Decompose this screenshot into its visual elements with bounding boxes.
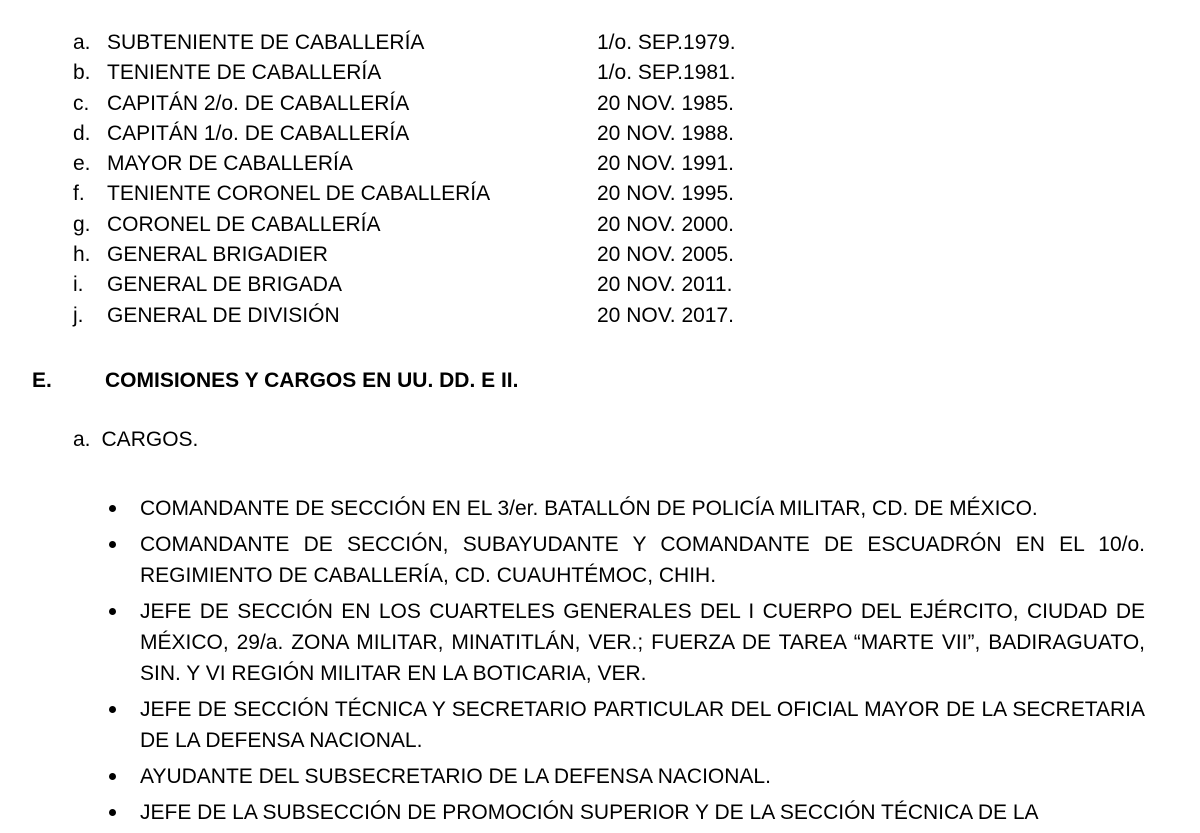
rank-date: 1/o. SEP.1981. — [597, 61, 736, 85]
bullet-icon — [109, 541, 116, 548]
list-item — [105, 761, 1145, 792]
rank-name: GENERAL BRIGADIER — [107, 243, 328, 267]
rank-row — [73, 301, 773, 331]
rank-date: 1/o. SEP.1979. — [597, 31, 736, 54]
rank-date: 20 NOV. 2017. — [597, 303, 734, 327]
rank-row — [73, 149, 773, 179]
rank-letter: j. — [73, 303, 84, 327]
list-item — [105, 694, 1145, 756]
rank-letter: c. — [73, 91, 90, 115]
rank-name: TENIENTE CORONEL DE CABALLERÍA — [107, 182, 491, 206]
bullet-icon — [109, 608, 116, 615]
bullet-icon — [109, 706, 116, 713]
rank-letter: i. — [73, 273, 84, 297]
rank-date: 20 NOV. 1991. — [597, 152, 734, 176]
list-item — [105, 493, 1145, 524]
rank-row — [73, 119, 773, 149]
rank-row — [73, 210, 773, 240]
bullet-icon — [109, 809, 116, 816]
subsection-title: CARGOS. — [101, 428, 199, 451]
list-item — [105, 529, 1145, 591]
rank-date: 20 NOV. 1995. — [597, 182, 734, 206]
subsection-heading — [73, 426, 198, 454]
rank-row — [73, 270, 773, 300]
rank-letter: h. — [73, 243, 91, 267]
rank-date: 20 NOV. 1985. — [597, 91, 734, 115]
rank-date: 20 NOV. 2011. — [597, 273, 733, 297]
subsection-letter: a. — [73, 428, 91, 451]
rank-name: GENERAL DE BRIGADA — [107, 273, 342, 297]
cargo-text: JEFE DE SECCIÓN EN LOS CUARTELES GENERALES DEL I CUERPO DEL EJÉRCITO, CIUDAD DE MÉXICO, 29/a. ZONA MILITAR, MINATITLÁN, VER.; FUERZA DE TAREA “MARTE VII”, BADIRAGUATO, SIN. Y VI REGIÓN MILITAR EN LA BOTICARIA, VER. — [140, 600, 1145, 685]
rank-name: SUBTENIENTE DE CABALLERÍA — [107, 31, 425, 54]
section-letter: E. — [32, 369, 52, 392]
rank-name: GENERAL DE DIVISIÓN — [107, 303, 340, 327]
cargo-text: JEFE DE SECCIÓN TÉCNICA Y SECRETARIO PARTICULAR DEL OFICIAL MAYOR DE LA SECRETARIA DE LA DEFENSA NACIONAL. — [140, 698, 1145, 752]
section-title: COMISIONES Y CARGOS EN UU. DD. E II. — [105, 369, 519, 392]
rank-name: TENIENTE DE CABALLERÍA — [107, 61, 382, 85]
rank-letter: e. — [73, 152, 91, 176]
rank-letter: a. — [73, 31, 91, 54]
bullet-icon — [109, 505, 116, 512]
rank-date: 20 NOV. 2005. — [597, 243, 734, 267]
rank-letter: d. — [73, 121, 91, 145]
cargo-text: AYUDANTE DEL SUBSECRETARIO DE LA DEFENSA NACIONAL. — [140, 765, 771, 788]
rank-row — [73, 89, 773, 119]
rank-row — [73, 240, 773, 270]
rank-letter: g. — [73, 212, 91, 236]
cargo-text: COMANDANTE DE SECCIÓN, SUBAYUDANTE Y COMANDANTE DE ESCUADRÓN EN EL 10/o. REGIMIENTO DE CABALLERÍA, CD. CUAUHTÉMOC, CHIH. — [140, 533, 1145, 587]
rank-list — [73, 28, 773, 331]
cargos-list — [105, 493, 1145, 833]
rank-row — [73, 28, 773, 58]
rank-date: 20 NOV. 1988. — [597, 121, 734, 145]
rank-row — [73, 58, 773, 88]
rank-name: MAYOR DE CABALLERÍA — [107, 152, 353, 176]
rank-letter: f. — [73, 182, 85, 206]
rank-row — [73, 179, 773, 209]
rank-name: CAPITÁN 2/o. DE CABALLERÍA — [107, 91, 410, 115]
rank-date: 20 NOV. 2000. — [597, 212, 734, 236]
list-item — [105, 797, 1145, 828]
rank-name: CAPITÁN 1/o. DE CABALLERÍA — [107, 121, 410, 145]
rank-letter: b. — [73, 61, 91, 85]
bullet-icon — [109, 773, 116, 780]
cargo-text: JEFE DE LA SUBSECCIÓN DE PROMOCIÓN SUPERIOR Y DE LA SECCIÓN TÉCNICA DE LA — [140, 801, 1039, 824]
rank-name: CORONEL DE CABALLERÍA — [107, 212, 381, 236]
list-item — [105, 596, 1145, 689]
cargo-text: COMANDANTE DE SECCIÓN EN EL 3/er. BATALLÓN DE POLICÍA MILITAR, CD. DE MÉXICO. — [140, 497, 1038, 520]
